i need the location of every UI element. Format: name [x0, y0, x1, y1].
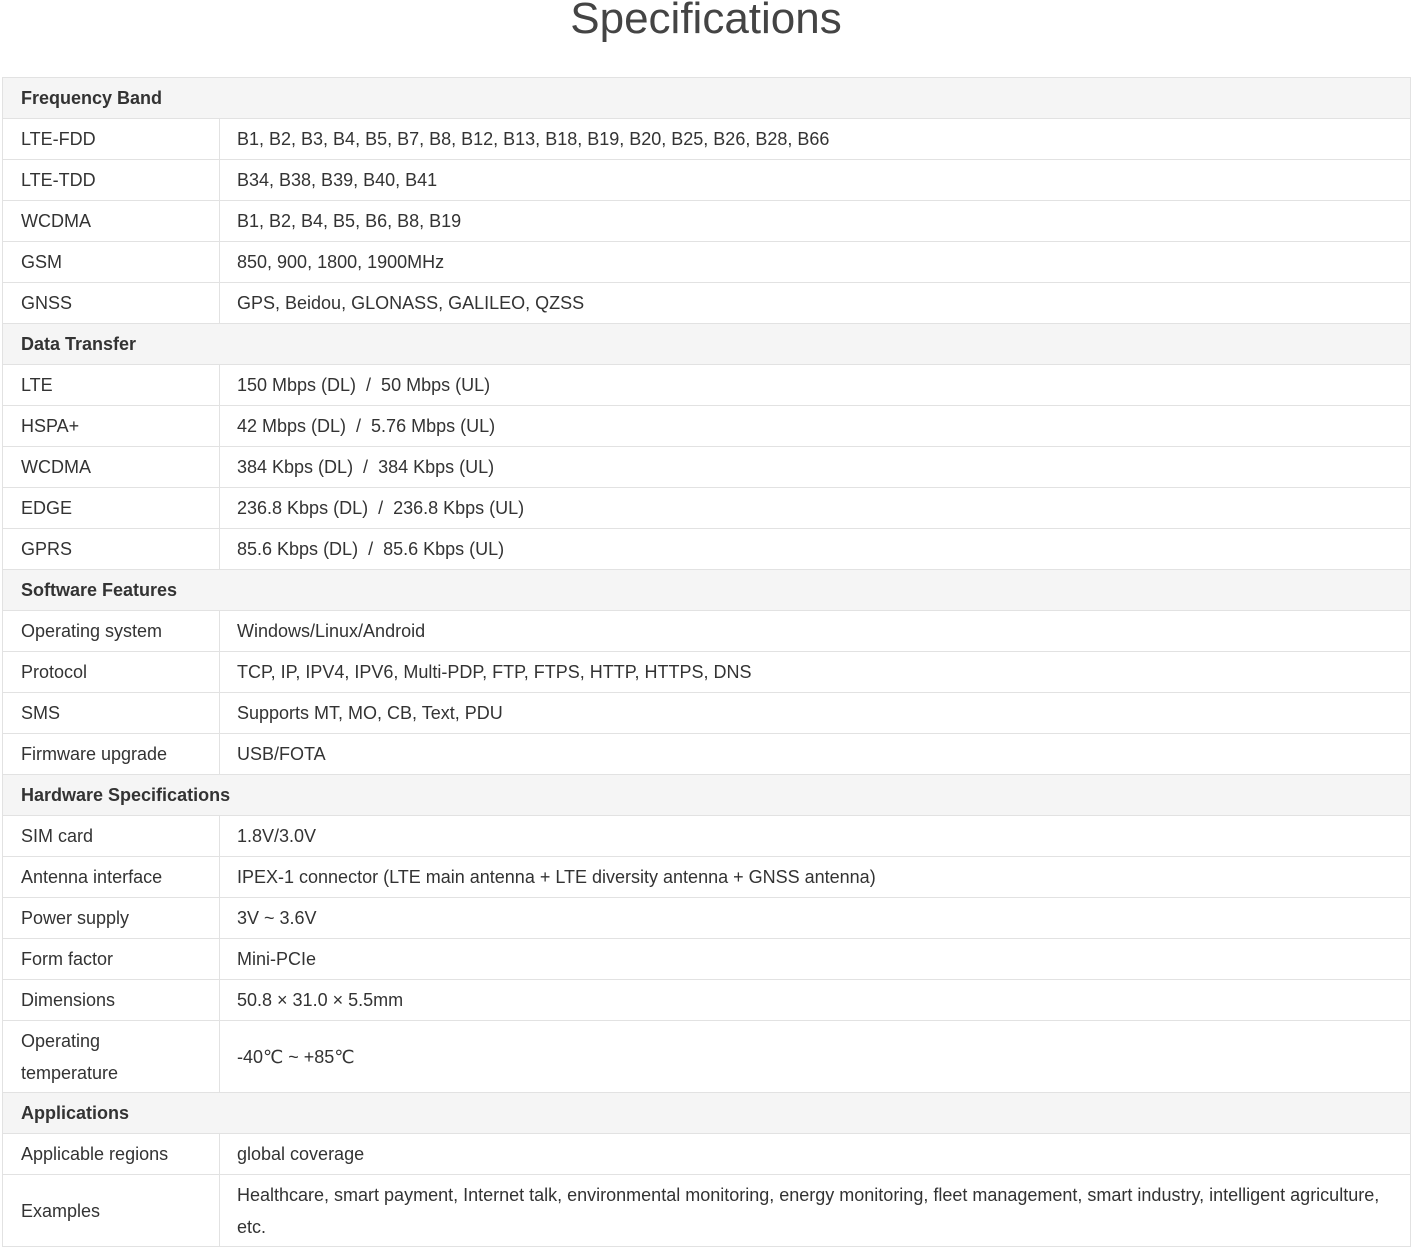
table-row — [3, 734, 1411, 775]
row-label: Form factor — [3, 939, 220, 980]
table-row — [3, 1175, 1411, 1247]
row-value: 1.8V/3.0V — [220, 816, 1411, 857]
row-value: 236.8 Kbps (DL) / 236.8 Kbps (UL) — [220, 488, 1411, 529]
row-label: WCDMA — [3, 201, 220, 242]
row-value: Supports MT, MO, CB, Text, PDU — [220, 693, 1411, 734]
row-label: GNSS — [3, 283, 220, 324]
table-row — [3, 816, 1411, 857]
table-row — [3, 980, 1411, 1021]
table-row — [3, 611, 1411, 652]
page-title: Specifications — [570, 0, 842, 43]
section-heading: Hardware Specifications — [3, 775, 1411, 816]
row-value: IPEX-1 connector (LTE main antenna + LTE diversity antenna + GNSS antenna) — [220, 857, 1411, 898]
table-row — [3, 242, 1411, 283]
specifications-table — [2, 77, 1411, 1247]
row-label: Dimensions — [3, 980, 220, 1021]
row-value: 85.6 Kbps (DL) / 85.6 Kbps (UL) — [220, 529, 1411, 570]
row-value: USB/FOTA — [220, 734, 1411, 775]
row-label: Applicable regions — [3, 1134, 220, 1175]
row-value: B1, B2, B4, B5, B6, B8, B19 — [220, 201, 1411, 242]
section-header-data-transfer — [3, 324, 1411, 365]
row-label: LTE-TDD — [3, 160, 220, 201]
table-row — [3, 1021, 1411, 1093]
table-row — [3, 857, 1411, 898]
section-heading: Frequency Band — [3, 78, 1411, 119]
row-label: WCDMA — [3, 447, 220, 488]
row-label: Power supply — [3, 898, 220, 939]
row-label: SMS — [3, 693, 220, 734]
table-row — [3, 1134, 1411, 1175]
row-value: Healthcare, smart payment, Internet talk, environmental monitoring, energy monitoring, fleet management, smart industry, intelligent agriculture, etc. — [220, 1175, 1411, 1247]
row-label: SIM card — [3, 816, 220, 857]
row-label: EDGE — [3, 488, 220, 529]
row-value: Mini-PCIe — [220, 939, 1411, 980]
row-value: B34, B38, B39, B40, B41 — [220, 160, 1411, 201]
row-value: 150 Mbps (DL) / 50 Mbps (UL) — [220, 365, 1411, 406]
table-row — [3, 652, 1411, 693]
row-label: LTE — [3, 365, 220, 406]
row-label: Protocol — [3, 652, 220, 693]
table-row — [3, 693, 1411, 734]
row-label: Operating temperature — [3, 1021, 220, 1093]
table-row — [3, 447, 1411, 488]
row-label: GSM — [3, 242, 220, 283]
row-label: Antenna interface — [3, 857, 220, 898]
row-value: B1, B2, B3, B4, B5, B7, B8, B12, B13, B18, B19, B20, B25, B26, B28, B66 — [220, 119, 1411, 160]
row-value: Windows/Linux/Android — [220, 611, 1411, 652]
row-value: 3V ~ 3.6V — [220, 898, 1411, 939]
row-label: Firmware upgrade — [3, 734, 220, 775]
row-value: 42 Mbps (DL) / 5.76 Mbps (UL) — [220, 406, 1411, 447]
section-heading: Data Transfer — [3, 324, 1411, 365]
row-label: Examples — [3, 1175, 220, 1247]
row-label: GPRS — [3, 529, 220, 570]
table-row — [3, 406, 1411, 447]
table-row — [3, 939, 1411, 980]
row-value: GPS, Beidou, GLONASS, GALILEO, QZSS — [220, 283, 1411, 324]
row-value: TCP, IP, IPV4, IPV6, Multi-PDP, FTP, FTPS, HTTP, HTTPS, DNS — [220, 652, 1411, 693]
row-label: Operating system — [3, 611, 220, 652]
row-value: global coverage — [220, 1134, 1411, 1175]
row-value: 50.8 × 31.0 × 5.5mm — [220, 980, 1411, 1021]
table-row — [3, 201, 1411, 242]
row-label: HSPA+ — [3, 406, 220, 447]
row-value: -40℃ ~ +85℃ — [220, 1021, 1411, 1093]
section-heading: Software Features — [3, 570, 1411, 611]
section-header-hardware-specifications — [3, 775, 1411, 816]
row-value: 384 Kbps (DL) / 384 Kbps (UL) — [220, 447, 1411, 488]
table-row — [3, 898, 1411, 939]
table-row — [3, 119, 1411, 160]
section-header-software-features — [3, 570, 1411, 611]
table-row — [3, 283, 1411, 324]
row-value: 850, 900, 1800, 1900MHz — [220, 242, 1411, 283]
section-header-frequency-band — [3, 78, 1411, 119]
section-heading: Applications — [3, 1093, 1411, 1134]
table-row — [3, 529, 1411, 570]
table-row — [3, 488, 1411, 529]
table-row — [3, 160, 1411, 201]
section-header-applications — [3, 1093, 1411, 1134]
table-row — [3, 365, 1411, 406]
row-label: LTE-FDD — [3, 119, 220, 160]
